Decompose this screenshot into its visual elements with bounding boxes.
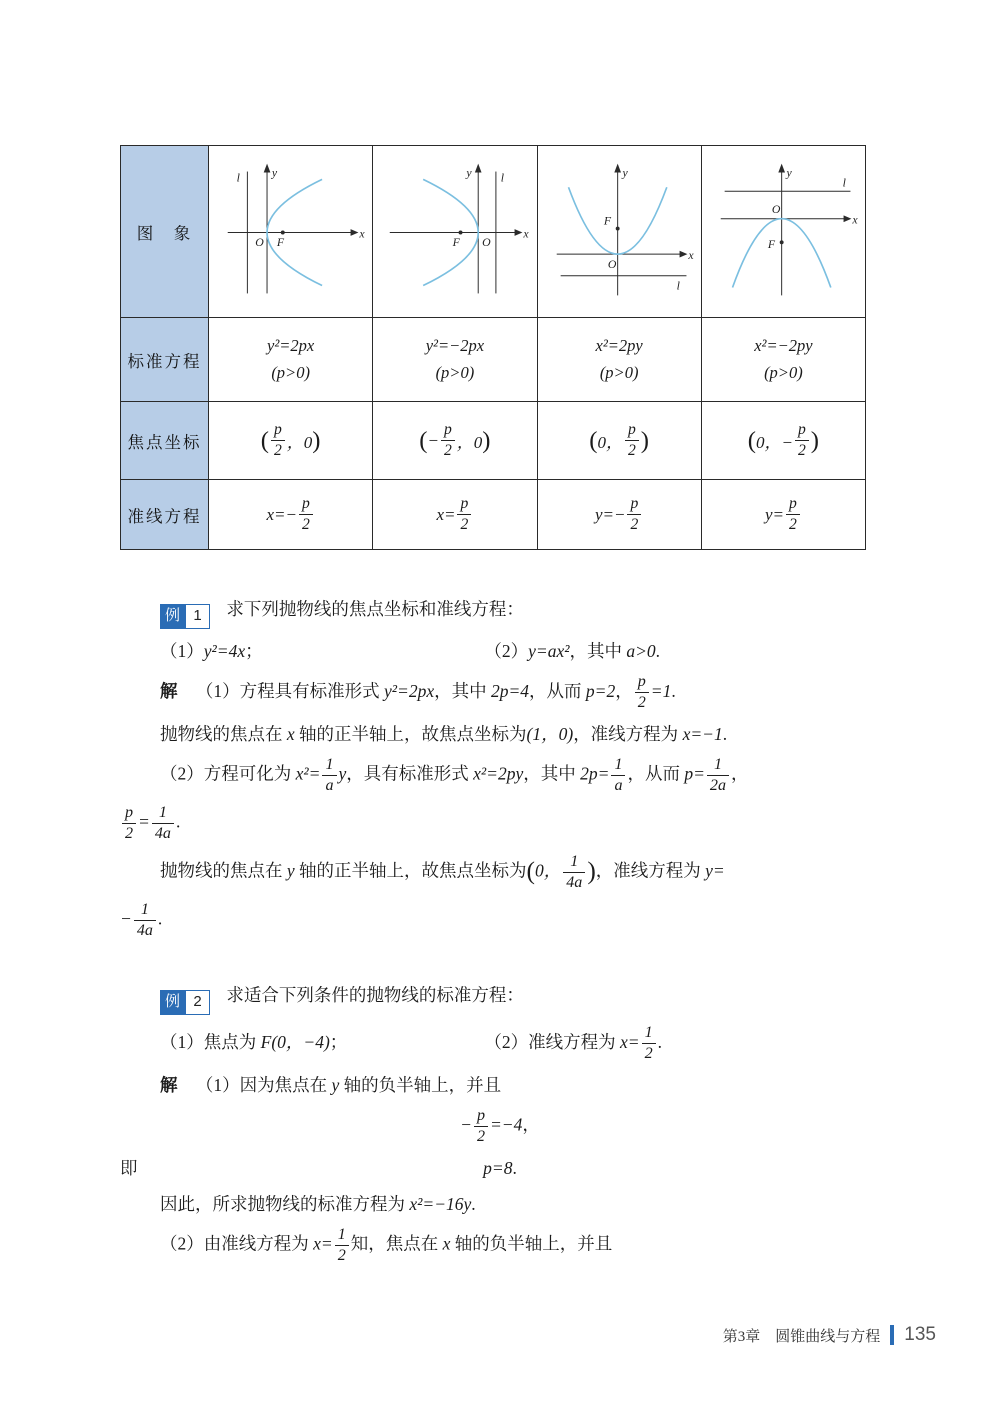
ex1-solution-line-1 <box>160 673 880 712</box>
origin-label: O <box>482 235 491 250</box>
directrix-cell: y=− $\frac{p}{2}$ <box>538 480 702 550</box>
x-axis-arrow <box>679 251 687 258</box>
equation-cell <box>538 318 702 402</box>
ex1-title-line <box>160 596 880 629</box>
origin-label: O <box>607 256 616 271</box>
solve-label: 解 <box>160 680 178 701</box>
ex1-title: 求下列抛物线的焦点坐标和准线方程： <box>226 599 524 619</box>
equation: x²=2py <box>595 336 643 355</box>
focus-cell: ( 0，− $\frac{p}{2}$ ) <box>702 402 866 480</box>
directrix-label: l <box>842 175 846 190</box>
focus-point <box>615 227 619 231</box>
x-axis-arrow <box>843 215 851 222</box>
ex1-solution-line-3: （2）方程可化为 x²= $\frac{1}{a}$ y，具有标准形式 x²=2py，其中 2p= $\frac{1}{a}$ ，从而 p= $\frac{1}{2a}$ ， <box>160 756 749 795</box>
graph-cell-opens-left <box>373 146 537 318</box>
focus-label: F <box>276 235 285 250</box>
row-header-directrix: 准线方程 <box>121 480 209 550</box>
directrix-label: l <box>501 170 505 185</box>
graph-cell-opens-down <box>702 146 866 318</box>
y-axis-label: y <box>271 165 278 180</box>
x-axis-arrow <box>515 229 523 236</box>
page-footer <box>723 1324 936 1346</box>
ex1-item-1: （1）y²=4x； <box>160 640 263 661</box>
focus-cell: ( − $\frac{p}{2}$ ，0 ) <box>373 402 537 480</box>
equation: x²=−2py <box>754 336 813 355</box>
focus-point <box>459 231 463 235</box>
focus-point <box>281 231 285 235</box>
x-axis-arrow <box>351 229 359 236</box>
x-axis-label: x <box>687 248 694 263</box>
ex2-centered-equation-1: − $\frac{p}{2}$ =−4， <box>460 1107 540 1146</box>
ex2-title: 求适合下列条件的抛物线的标准方程： <box>226 985 524 1006</box>
directrix-label: l <box>236 170 240 185</box>
x-axis-label: x <box>523 226 529 241</box>
ex2-title-line <box>160 982 880 1015</box>
focus-cell: ( 0， $\frac{p}{2}$ ) <box>538 402 702 480</box>
equation-cell <box>702 318 866 402</box>
ex2-solution-line-1 <box>160 1072 880 1098</box>
ex1-solution-line-5: 抛物线的焦点在 y 轴的正半轴上，故焦点坐标为(0， $\frac{1}{4a}$ )，准线方程为 y= <box>160 853 725 892</box>
equation-cell <box>209 318 373 402</box>
focus-point <box>779 240 783 244</box>
ex1-solution-line-6: − $\frac{1}{4a}$ . <box>120 901 163 940</box>
x-axis-label: x <box>852 212 858 227</box>
graph-cell-opens-up <box>538 146 702 318</box>
equation: y²=−2px <box>425 336 485 355</box>
example-2-badge <box>160 990 210 1015</box>
condition: (p>0) <box>271 363 310 382</box>
example-badge-label: 例 <box>160 990 185 1015</box>
ex1-items-line <box>160 638 880 664</box>
ex2-item-2: （2）准线方程为 x= $\frac{1}{2}$ . <box>484 1024 662 1063</box>
parabola-opens-left-graph <box>376 149 533 314</box>
focus-label: F <box>603 213 611 228</box>
directrix-label: l <box>676 278 680 293</box>
parabola-opens-down-graph <box>705 149 862 314</box>
directrix-cell: x=− $\frac{p}{2}$ <box>209 480 373 550</box>
ex1-solution-line-4: $\frac{p}{2}$ = $\frac{1}{4a}$ . <box>120 804 880 843</box>
y-axis-arrow <box>614 164 621 173</box>
condition: (p>0) <box>764 363 803 382</box>
ex2-ji-line <box>120 1155 880 1181</box>
equation-cell <box>373 318 537 402</box>
ex2-items-line <box>160 1024 880 1063</box>
page-body <box>120 596 880 1265</box>
y-axis-label: y <box>786 165 792 180</box>
directrix-cell: y= $\frac{p}{2}$ <box>702 480 866 550</box>
parabola-opens-up-graph <box>541 149 698 314</box>
y-axis-arrow <box>475 164 482 173</box>
example-2 <box>120 982 880 1265</box>
ex2-item-1: （1）焦点为 F(0，−4)； <box>160 1031 348 1052</box>
ex2-solution-line-3: （2）由准线方程为 x= $\frac{1}{2}$ 知，焦点在 x 轴的负半轴上，并且 <box>160 1225 613 1264</box>
footer-divider-bar <box>890 1325 894 1345</box>
ji-label: 即 <box>120 1158 138 1179</box>
y-axis-arrow <box>264 164 271 173</box>
example-badge-number: 2 <box>185 990 210 1015</box>
equation: y²=2px <box>267 336 315 355</box>
ex2-solution-line-2: 因此，所求抛物线的标准方程为 x²=−16y. <box>160 1193 476 1214</box>
ex2-centered-equation-2: p=8. <box>483 1158 517 1179</box>
page-number: 135 <box>904 1324 936 1345</box>
origin-label: O <box>255 235 264 250</box>
row-header-graph: 图 象 <box>121 146 209 318</box>
y-axis-label: y <box>466 165 472 180</box>
example-badge-label: 例 <box>160 604 185 629</box>
solve-label: 解 <box>160 1075 178 1096</box>
focus-label: F <box>767 237 775 252</box>
example-1 <box>120 596 880 940</box>
example-badge-number: 1 <box>185 604 210 629</box>
focus-cell: ( $\frac{p}{2}$ ，0 ) <box>209 402 373 480</box>
condition: (p>0) <box>435 363 475 382</box>
y-axis-label: y <box>622 165 628 180</box>
x-axis-label: x <box>359 226 365 241</box>
ex1-solution-line-2: 抛物线的焦点在 x 轴的正半轴上，故焦点坐标为(1，0)，准线方程为 x=−1. <box>160 724 728 745</box>
chapter-title: 第3章 圆锥曲线与方程 <box>722 1328 881 1345</box>
graph-cell-opens-right <box>209 146 373 318</box>
origin-label: O <box>771 201 781 216</box>
y-axis-arrow <box>778 164 785 173</box>
row-header-focus: 焦点坐标 <box>121 402 209 480</box>
row-header-standard-equation: 标准方程 <box>121 318 209 402</box>
directrix-cell: x= $\frac{p}{2}$ <box>373 480 537 550</box>
ex2-sol1: （1）因为焦点在 y 轴的负半轴上，并且 <box>195 1075 502 1096</box>
ex1-item-2: （2）y=ax²，其中 a>0. <box>484 640 661 661</box>
example-1-badge <box>160 604 210 629</box>
focus-label: F <box>452 235 461 250</box>
parabola-opens-right-graph <box>212 149 369 314</box>
ex1-sol1: （1）方程具有标准形式 y²=2px，其中 2p=4，从而 p=2， $\frac{p}{2}$ =1. <box>195 673 676 712</box>
parabola-summary-table <box>120 145 866 550</box>
condition: (p>0) <box>599 363 639 382</box>
